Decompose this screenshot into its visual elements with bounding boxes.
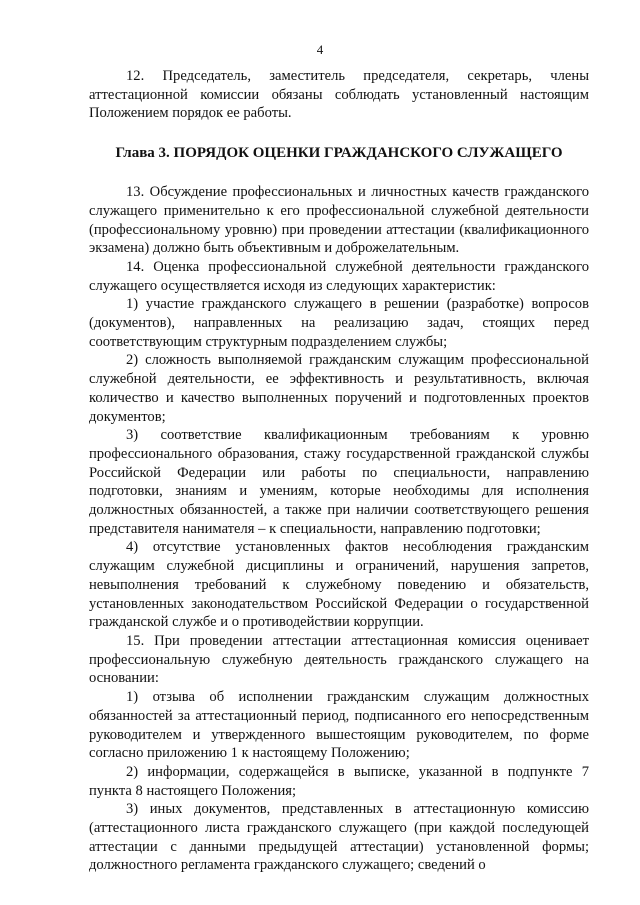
- paragraph-15-item-1: 1) отзыва об исполнении гражданским служащим должностных обязанностей за аттестационный период, подписанного его непосредственным руководителем и утвержденного вышестоящим руководителем, по форме согласно приложению 1 к настоящему Положению;: [89, 689, 589, 762]
- chapter-heading: Глава 3. ПОРЯДОК ОЦЕНКИ ГРАЖДАНСКОГО СЛУЖАЩЕГО: [115, 145, 563, 162]
- paragraph-13: 13. Обсуждение профессиональных и личностных качеств гражданского служащего применительно к его профессиональной служебной деятельности (профессиональному уровню) при проведении аттестации (квалификационного экзамена) должно быть объективным и доброжелательным.: [89, 184, 589, 257]
- paragraph-15: 15. При проведении аттестации аттестационная комиссия оценивает профессиональную служебную деятельность гражданского служащего на основании:: [89, 632, 589, 687]
- paragraph-12: 12. Председатель, заместитель председателя, секретарь, члены аттестационной комиссии обязаны соблюдать установленный настоящим Положением порядок ее работы.: [89, 68, 589, 122]
- document-body: [89, 67, 589, 875]
- paragraph-14-item-2: 2) сложность выполняемой гражданским служащим профессиональной служебной деятельности, ее эффективность и результативность, включая количество и качество выполненных поручений и подготовленных проектов документов;: [89, 352, 589, 425]
- page-number: 4: [316, 42, 324, 57]
- paragraph-14-item-3: 3) соответствие квалификационным требованиям к уровню профессионального образования, стажу государственной гражданской службы Российской Федерации или работы по специальности, направлению подготовки, знаниям и умениям, которые необходимы для исполнения должностных обязанностей, а также при наличии соответствующего решения представителя нанимателя – к специальности, направлению подготовки;: [89, 427, 589, 537]
- paragraph-15-item-2: 2) информации, содержащейся в выписке, указанной в подпункте 7 пункта 8 настоящего Положения;: [89, 763, 589, 799]
- paragraph-14-item-4: 4) отсутствие установленных фактов несоблюдения гражданским служащим служебной дисциплины и ограничений, нарушения запретов, невыполнения требований к служебному поведению и обязательств, установленных законодательством Российской Федерации о государственной гражданской службе и о противодействии коррупции.: [89, 539, 589, 631]
- paragraph-14: 14. Оценка профессиональной служебной деятельности гражданского служащего осуществляется исходя из следующих характеристик:: [89, 258, 589, 294]
- paragraph-15-item-3: 3) иных документов, представленных в аттестационную комиссию (аттестационного листа гражданского служащего (при каждой последующей аттестации с данными предыдущей аттестации) установленной формы; должностного регламента гражданского служащего; сведений о: [89, 801, 589, 874]
- paragraph-14-item-1: 1) участие гражданского служащего в решении (разработке) вопросов (документов), направленных на реализацию задач, стоящих перед соответствующим структурным подразделением службы;: [89, 296, 589, 350]
